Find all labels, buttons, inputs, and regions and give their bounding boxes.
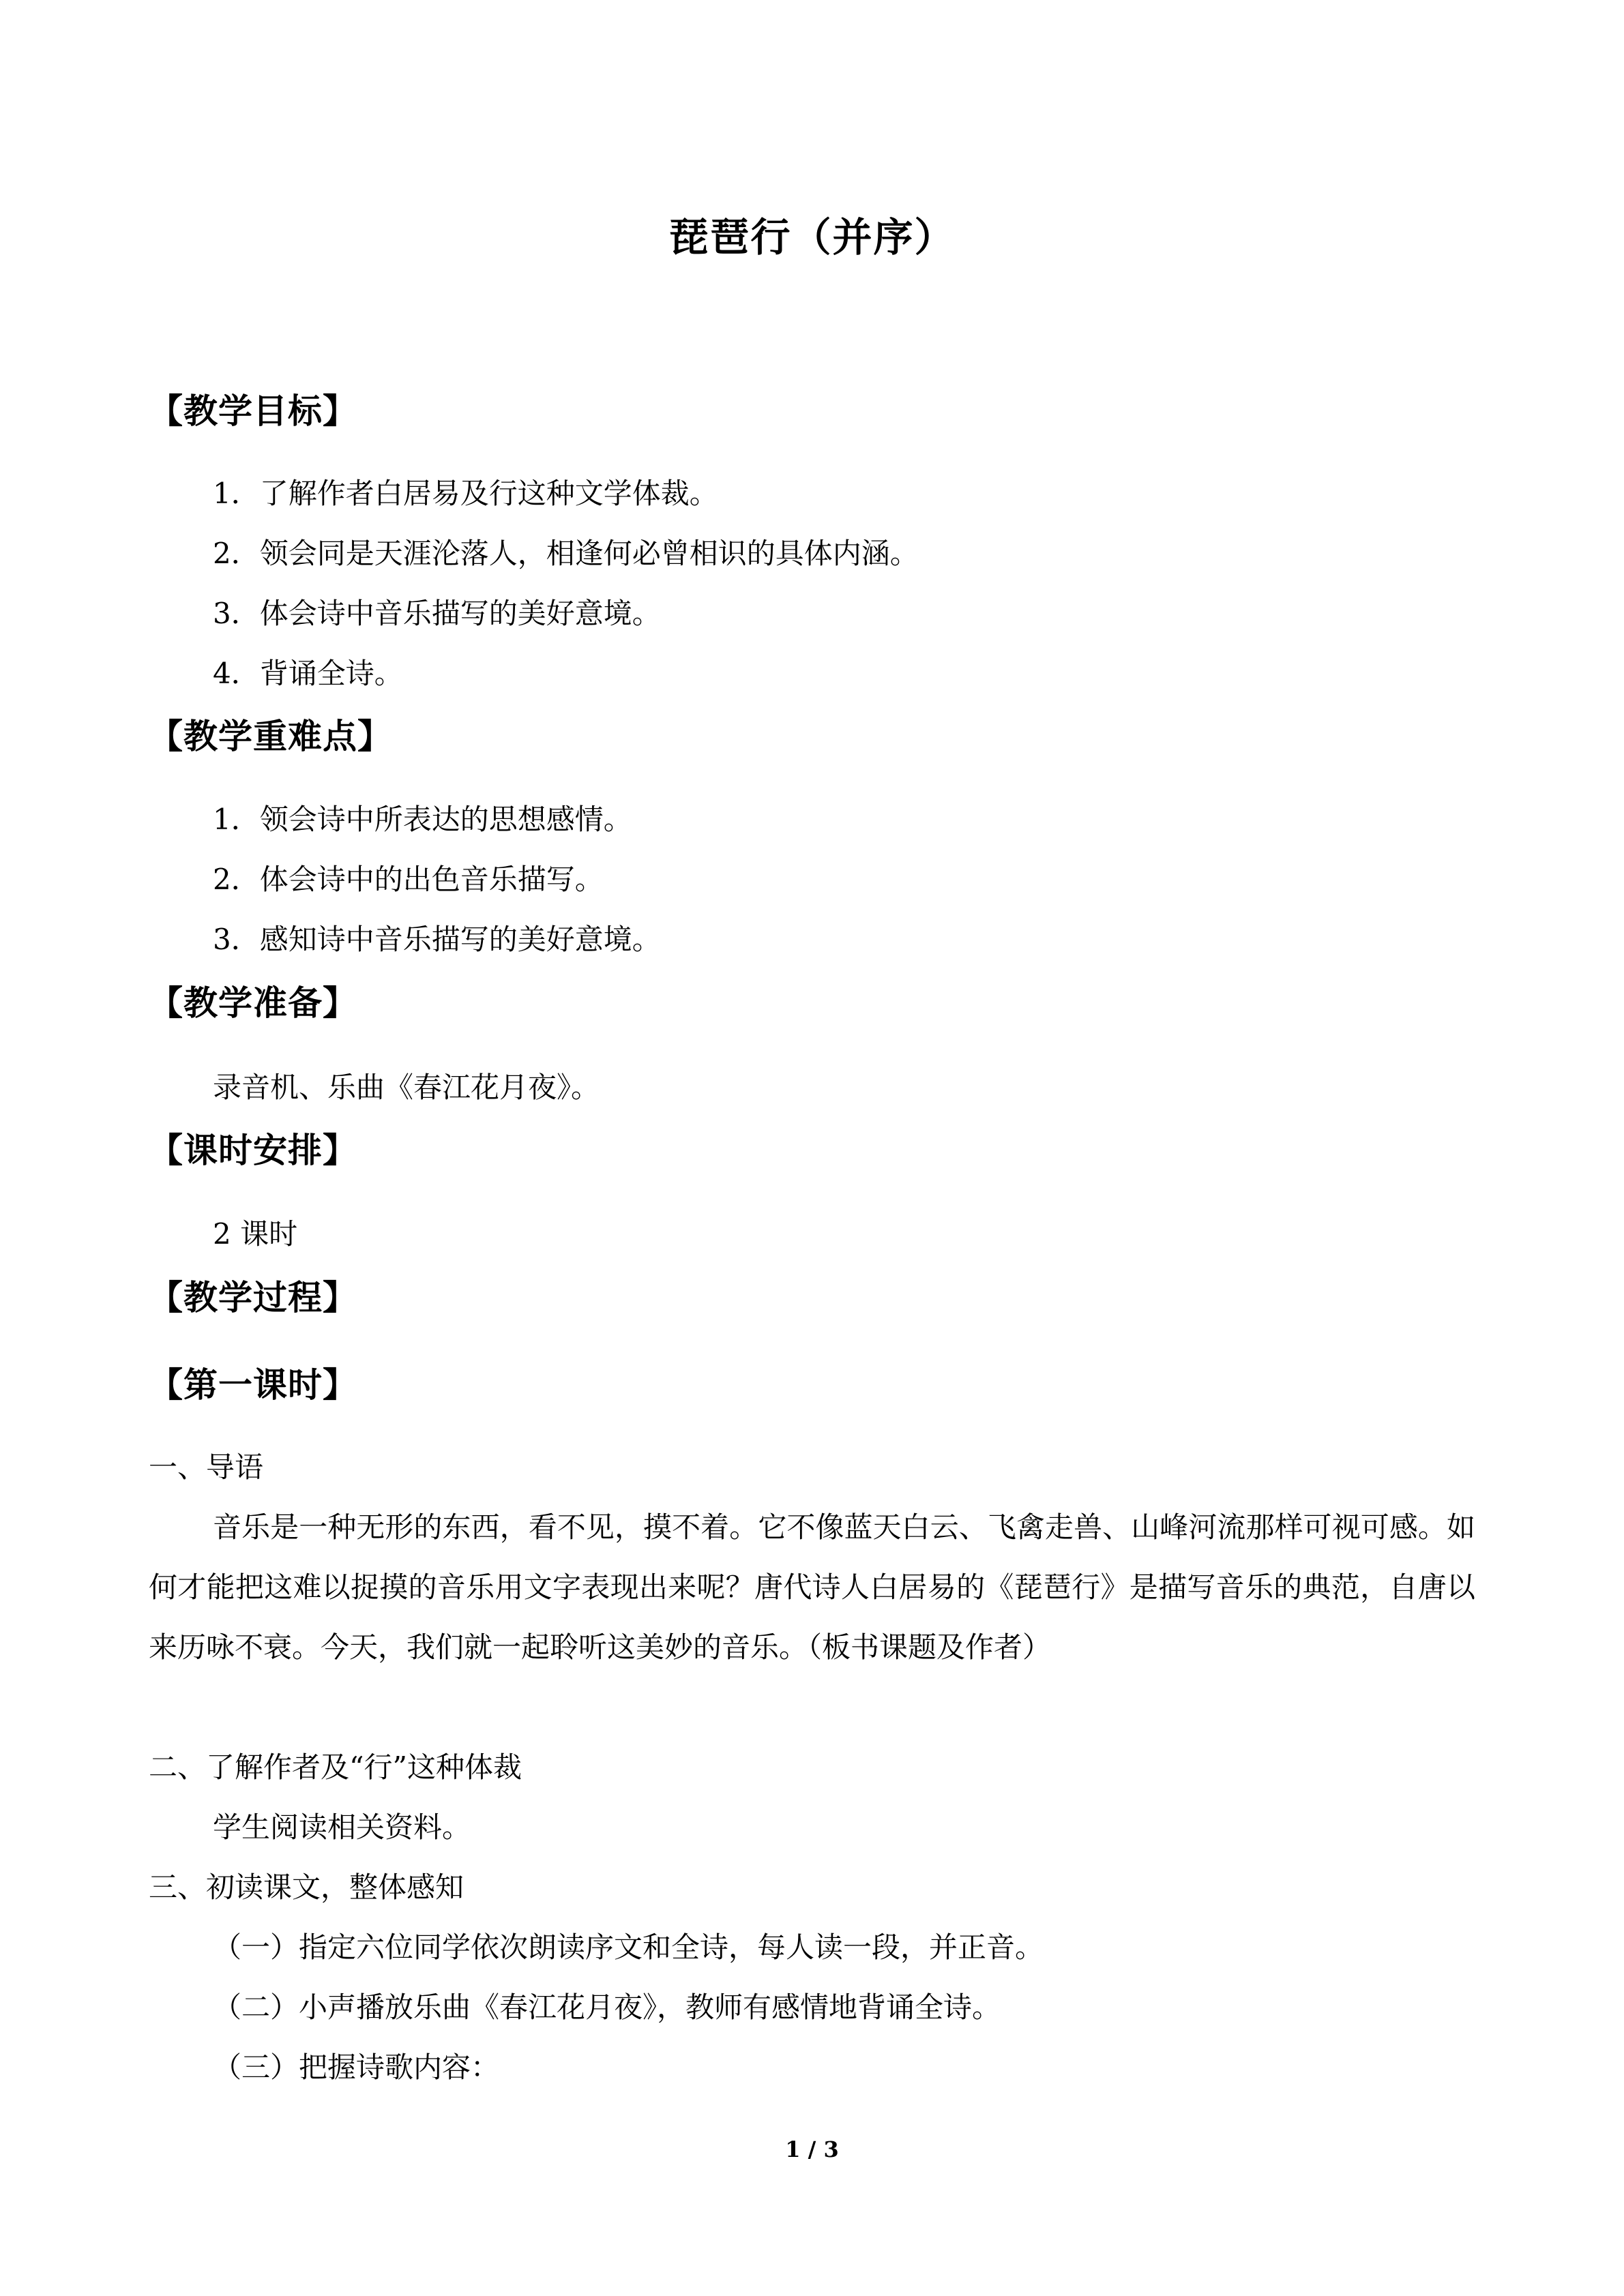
key-points-heading: 【教学重难点】: [149, 717, 392, 756]
document-title: 琵琶行（并序）: [668, 214, 956, 260]
section-paragraph: 音乐是一种无形的东西，看不见，摸不着。它不像蓝天白云、飞禽走兽、山峰河流那样可视可感。如何才能把这难以捉摸的音乐用文字表现出来呢？唐代诗人白居易的《琵琶行》是描写音乐的典范，自唐以来历咏不衰。今天，我们就一起聆听这美妙的音乐。（板书课题及作者）: [149, 1510, 1475, 1664]
page-number: 1 / 3: [785, 2136, 839, 2162]
section-subitem: （三）把握诗歌内容：: [213, 2051, 500, 2084]
schedule-heading: 【课时安排】: [149, 1131, 357, 1170]
section-subitem: （一）指定六位同学依次朗读序文和全诗，每人读一段，并正音。: [213, 1930, 1044, 1964]
schedule-text: 2 课时: [213, 1217, 298, 1251]
key-point-item: 2．体会诗中的出色音乐描写。: [213, 863, 604, 896]
key-point-item: 3．感知诗中音乐描写的美好意境。: [213, 923, 661, 956]
objective-item: 4．背诵全诗。: [213, 657, 403, 690]
process-heading: 【教学过程】: [149, 1278, 357, 1317]
preparation-text: 录音机、乐曲《春江花月夜》。: [213, 1071, 600, 1104]
section-paragraph: 学生阅读相关资料。: [213, 1810, 471, 1844]
key-point-item: 1．领会诗中所表达的思想感情。: [213, 803, 632, 836]
preparation-heading: 【教学准备】: [149, 983, 357, 1023]
section-title: 三、初读课文，整体感知: [149, 1870, 464, 1904]
section-title: 一、导语: [149, 1450, 264, 1484]
section-subitem: （二）小声播放乐曲《春江花月夜》，教师有感情地背诵全诗。: [213, 1991, 1001, 2024]
lesson1-heading: 【第一课时】: [149, 1365, 357, 1405]
objective-item: 1．了解作者白居易及行这种文学体裁。: [213, 477, 718, 510]
section-title: 二、了解作者及“行”这种体裁: [149, 1750, 522, 1784]
objective-item: 3．体会诗中音乐描写的美好意境。: [213, 597, 661, 630]
objectives-heading: 【教学目标】: [149, 391, 357, 431]
objective-item: 2．领会同是天涯沦落人，相逢何必曾相识的具体内涵。: [213, 537, 919, 570]
